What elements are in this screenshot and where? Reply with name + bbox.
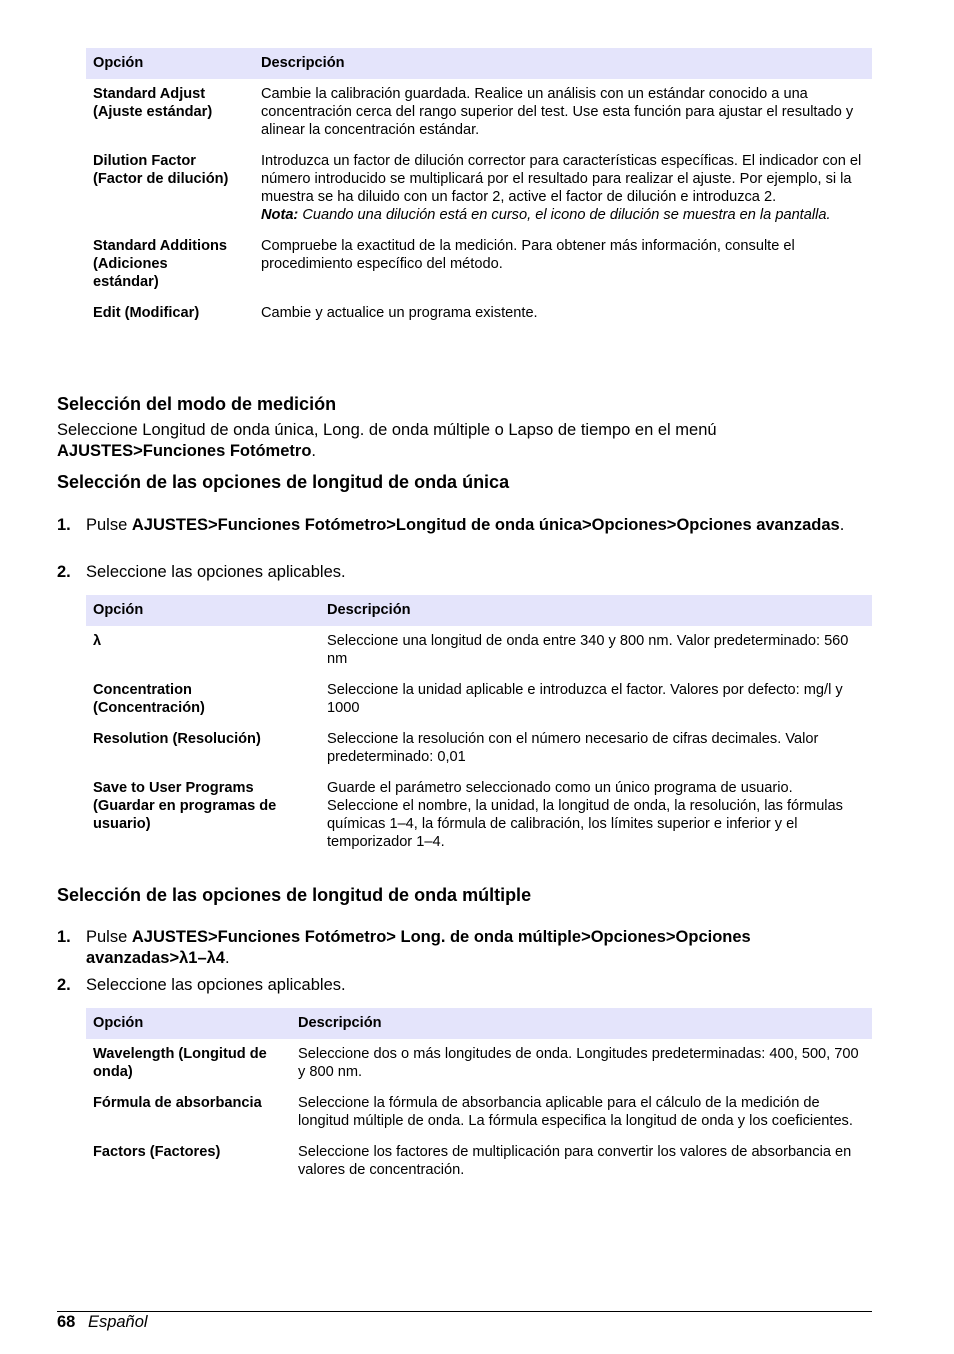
option-name-line: usuario) bbox=[93, 816, 151, 832]
footer-language: Español bbox=[87, 1313, 148, 1331]
options-table-2 bbox=[86, 595, 872, 858]
footer-divider bbox=[57, 1311, 872, 1312]
column-header-option: Opción bbox=[86, 1008, 291, 1039]
option-name bbox=[86, 1137, 291, 1186]
option-description: Seleccione dos o más longitudes de onda. Longitudes predeterminadas: 400, 500, 700 y 800 nm. bbox=[298, 1046, 859, 1080]
paragraph-end: . bbox=[311, 442, 316, 460]
option-description: Seleccione la unidad aplicable e introduzca el factor. Valores por defecto: mg/l y 1000 bbox=[327, 682, 843, 716]
table-header-row bbox=[86, 595, 872, 626]
option-name bbox=[86, 298, 254, 329]
step-prefix: Pulse bbox=[86, 516, 128, 534]
table-row bbox=[86, 773, 872, 858]
option-name-line: (Concentración) bbox=[93, 700, 205, 716]
note-text: Cuando una dilución está en curso, el icono de dilución se muestra en la pantalla. bbox=[302, 207, 831, 223]
option-description: Guarde el parámetro seleccionado como un único programa de usuario. Seleccione el nombre, la unidad, la longitud de onda, la resolución, las fórmulas químicas 1–4, la fórmula de calibración, los límites superior e inferior y el temporizador 1–4. bbox=[327, 780, 843, 850]
option-name-line: estándar) bbox=[93, 274, 159, 290]
step-1 bbox=[57, 515, 857, 536]
step-end: . bbox=[839, 516, 845, 534]
menu-path: AJUSTES>Funciones Fotómetro bbox=[57, 442, 312, 460]
option-name-line: (Factor de dilución) bbox=[93, 171, 229, 187]
step-2 bbox=[57, 562, 857, 583]
table-row bbox=[86, 79, 872, 146]
step-end: . bbox=[225, 949, 230, 967]
step-1 bbox=[57, 927, 857, 969]
option-name-line: λ bbox=[93, 633, 102, 649]
option-description: Seleccione una longitud de onda entre 340 y 800 nm. Valor predeterminado: 560 nm bbox=[327, 633, 849, 667]
option-name-line: (Guardar en programas de bbox=[93, 798, 277, 814]
option-name-line: Resolution (Resolución) bbox=[93, 731, 261, 747]
step-number: 2. bbox=[57, 976, 71, 994]
table-row bbox=[86, 675, 872, 724]
option-name-line: Standard Adjust bbox=[93, 86, 206, 102]
note-label: Nota: bbox=[261, 207, 299, 223]
step-text: Seleccione las opciones aplicables. bbox=[86, 563, 346, 581]
option-name-line: Standard Additions bbox=[93, 238, 228, 254]
table-row bbox=[86, 1088, 872, 1137]
option-name bbox=[86, 146, 254, 231]
step-text bbox=[86, 515, 857, 536]
section-title-measurement-mode: Selección del modo de medición bbox=[57, 394, 337, 414]
option-name-line: Dilution Factor bbox=[93, 153, 196, 169]
option-name bbox=[86, 1088, 291, 1137]
option-name-line: Concentration bbox=[93, 682, 192, 698]
step-2 bbox=[57, 975, 857, 996]
option-name-line: Factors (Factores) bbox=[93, 1144, 221, 1160]
menu-path: AJUSTES>Funciones Fotómetro> Long. de onda múltiple>Opciones>Opciones avanzadas>λ1–λ4 bbox=[86, 928, 751, 967]
section-title-multi-wavelength: Selección de las opciones de longitud de onda múltiple bbox=[57, 885, 532, 905]
section-paragraph bbox=[57, 420, 857, 462]
option-name-line: Save to User Programs bbox=[93, 780, 254, 796]
option-description: Seleccione la resolución con el número necesario de cifras decimales. Valor predeterminado: 0,01 bbox=[327, 731, 819, 765]
table-header-row bbox=[86, 1008, 872, 1039]
table-row bbox=[86, 1039, 872, 1088]
option-description: Seleccione los factores de multiplicación para convertir los valores de absorbancia en valores de concentración. bbox=[298, 1144, 852, 1178]
option-name-line: (Ajuste estándar) bbox=[93, 104, 213, 120]
option-description-text: Introduzca un factor de dilución corrector para características específicas. El indicador con el número introducido se multiplicará por el resultado para realizar el ajuste. Por ejemplo, si la muestra se ha diluido con un factor 2, active el factor de dilución e introduzca 2. bbox=[261, 153, 862, 205]
option-name bbox=[86, 724, 320, 773]
option-name bbox=[86, 231, 254, 298]
step-text bbox=[86, 927, 857, 969]
options-table-3 bbox=[86, 1008, 872, 1186]
option-name-line: Wavelength (Longitud de bbox=[93, 1046, 267, 1062]
table-row bbox=[86, 724, 872, 773]
option-description bbox=[254, 146, 872, 231]
paragraph-text: Seleccione Longitud de onda única, Long. de onda múltiple o Lapso de tiempo en el menú bbox=[57, 421, 717, 439]
table-row bbox=[86, 298, 872, 329]
option-name bbox=[86, 626, 320, 675]
menu-path: AJUSTES>Funciones Fotómetro>Longitud de onda única>Opciones>Opciones avanzadas bbox=[131, 516, 840, 534]
page-footer bbox=[57, 1312, 148, 1332]
column-header-description: Descripción bbox=[291, 1008, 872, 1039]
options-table-1 bbox=[86, 48, 872, 329]
page-number: 68 bbox=[57, 1313, 76, 1331]
step-number: 2. bbox=[57, 563, 71, 581]
table-header-row bbox=[86, 48, 872, 79]
option-name-line: Fórmula de absorbancia bbox=[93, 1095, 262, 1111]
option-name-line: Edit (Modificar) bbox=[93, 305, 200, 321]
step-number: 1. bbox=[57, 516, 71, 534]
column-header-description: Descripción bbox=[320, 595, 872, 626]
step-text: Seleccione las opciones aplicables. bbox=[86, 976, 346, 994]
step-prefix: Pulse bbox=[86, 928, 128, 946]
column-header-option: Opción bbox=[86, 595, 320, 626]
option-description: Compruebe la exactitud de la medición. Para obtener más información, consulte el procedimiento específico del método. bbox=[261, 238, 795, 272]
table-row bbox=[86, 1137, 872, 1186]
column-header-description: Descripción bbox=[254, 48, 872, 79]
option-name-line: (Adiciones bbox=[93, 256, 168, 272]
table-row bbox=[86, 231, 872, 298]
option-name bbox=[86, 773, 320, 858]
option-name-line: onda) bbox=[93, 1064, 133, 1080]
option-description: Cambie la calibración guardada. Realice un análisis con un estándar conocido a una concentración cerca del rango superior del test. Use esta función para ajustar el resultado y alinear la concentración estándar. bbox=[261, 86, 854, 138]
option-name bbox=[86, 1039, 291, 1088]
step-number: 1. bbox=[57, 928, 71, 946]
table-row bbox=[86, 146, 872, 231]
section-title-single-wavelength: Selección de las opciones de longitud de onda única bbox=[57, 472, 510, 492]
option-name bbox=[86, 79, 254, 146]
table-row bbox=[86, 626, 872, 675]
option-description: Seleccione la fórmula de absorbancia aplicable para el cálculo de la medición de longitud múltiple de onda. La fórmula especifica la longitud de onda y los coeficientes. bbox=[298, 1095, 853, 1129]
column-header-option: Opción bbox=[86, 48, 254, 79]
option-description: Cambie y actualice un programa existente. bbox=[261, 305, 538, 321]
option-name bbox=[86, 675, 320, 724]
